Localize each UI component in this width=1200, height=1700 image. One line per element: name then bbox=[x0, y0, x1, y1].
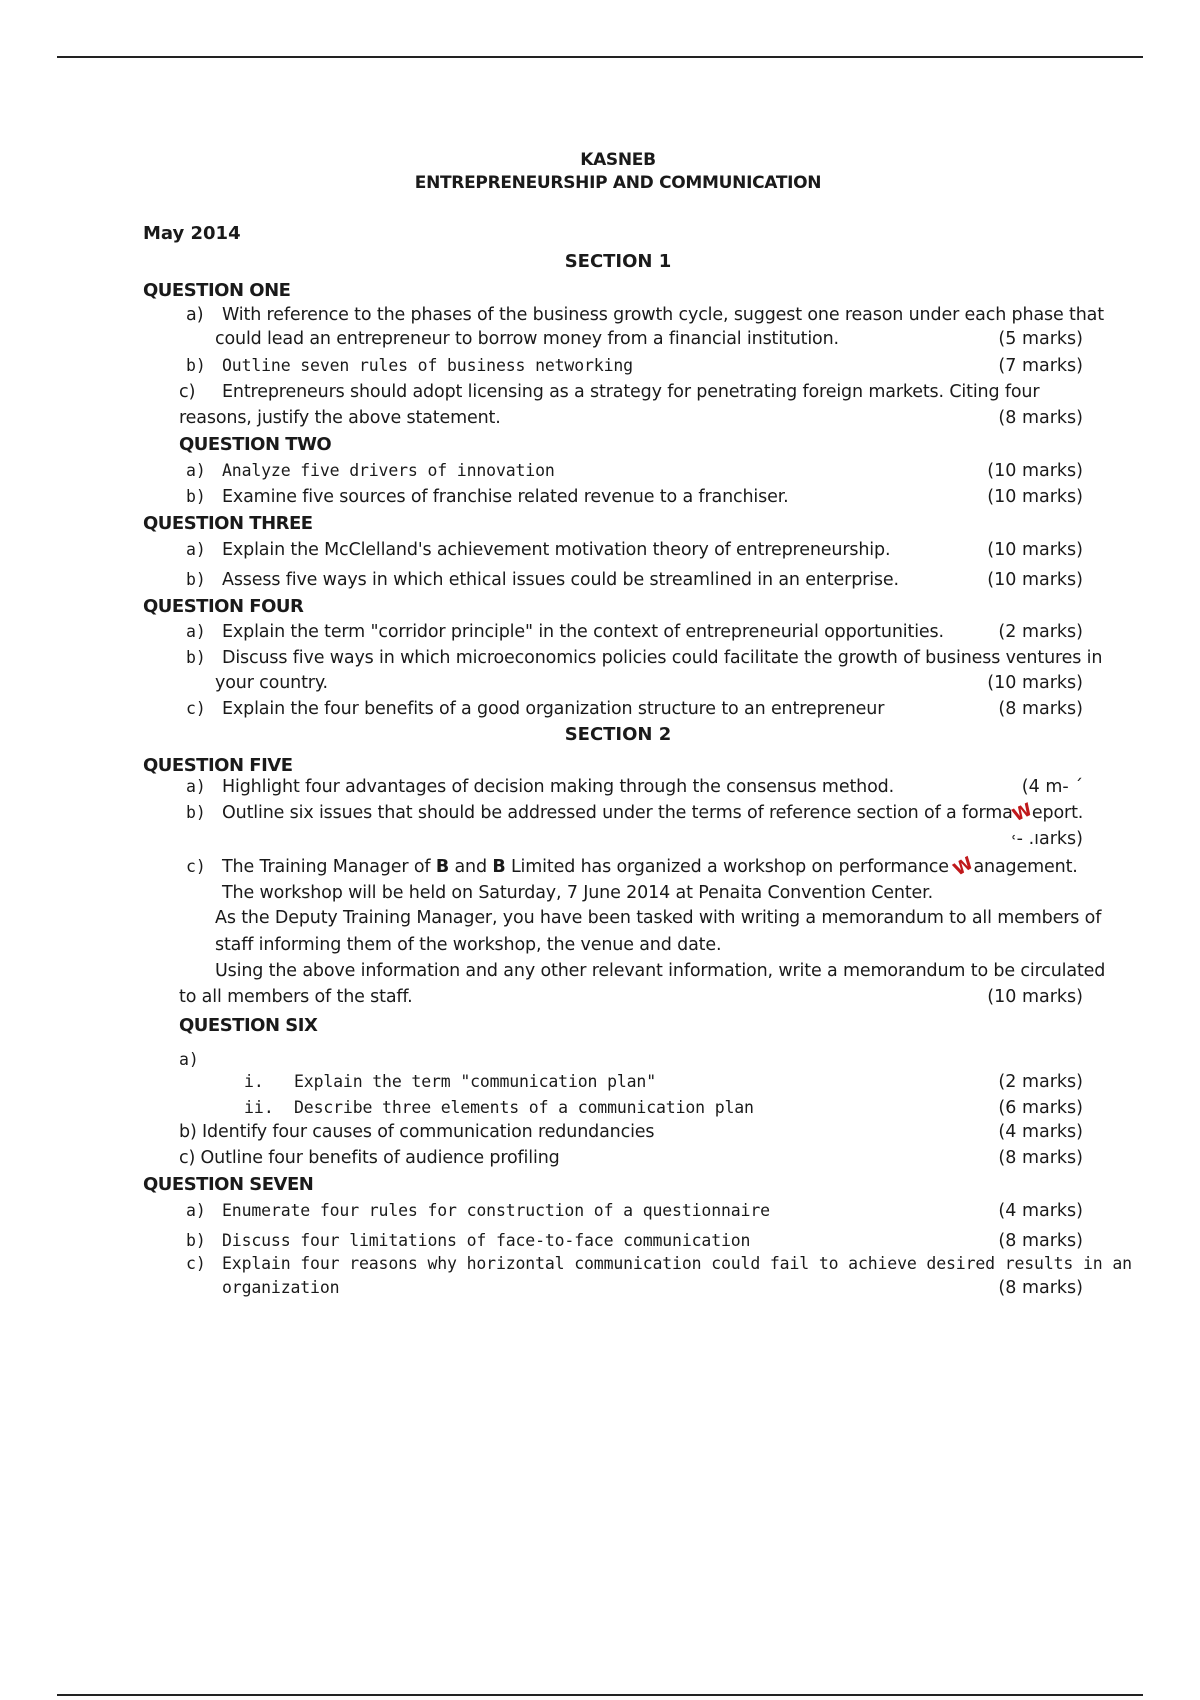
marks-label: (10 marks) bbox=[987, 570, 1083, 590]
exam-subject: ENTREPRENEURSHIP AND COMMUNICATION bbox=[414, 173, 822, 193]
question-text: reasons, justify the above statement. bbox=[179, 408, 501, 428]
question-text: Assess five ways in which ethical issues could be streamlined in an enterprise. bbox=[222, 570, 899, 590]
question-text: Explain the term "communication plan" bbox=[294, 1072, 657, 1091]
marks-label: (10 marks) bbox=[987, 987, 1083, 1007]
question-heading: QUESTION FOUR bbox=[143, 596, 304, 617]
item-label: b) bbox=[186, 487, 206, 506]
question-text: Explain four reasons why horizontal communication could fail to achieve desired results in an bbox=[222, 1254, 1132, 1273]
top-rule bbox=[57, 56, 1143, 58]
item-label: a) bbox=[186, 622, 206, 641]
marks-label: (2 marks) bbox=[998, 1072, 1083, 1092]
item-label: b) bbox=[186, 356, 206, 375]
marks-label: (10 marks) bbox=[987, 673, 1083, 693]
item-label: c) bbox=[186, 699, 206, 718]
marks-label: (10 marks) bbox=[987, 487, 1083, 507]
item-label: c) bbox=[186, 857, 206, 876]
marks-label: (8 marks) bbox=[998, 1231, 1083, 1251]
question-text: With reference to the phases of the business growth cycle, suggest one reason under each phase that bbox=[222, 305, 1104, 325]
question-text-part: Outline six issues that should be addressed under the terms of reference section of a forma bbox=[222, 803, 1013, 823]
question-text: Enumerate four rules for construction of a questionnaire bbox=[222, 1201, 770, 1220]
question-text: b) Identify four causes of communication redundancies bbox=[179, 1122, 655, 1142]
question-heading: QUESTION ONE bbox=[143, 280, 291, 301]
item-label: a) bbox=[186, 777, 206, 796]
item-label: c) bbox=[186, 1254, 206, 1273]
question-text: Explain the term "corridor principle" in the context of entrepreneurial opportunities. bbox=[222, 622, 944, 642]
marks-label: (5 marks) bbox=[998, 329, 1083, 349]
marks-label: (6 marks) bbox=[998, 1098, 1083, 1118]
question-text: Examine five sources of franchise related revenue to a franchiser. bbox=[222, 487, 789, 507]
section-heading: SECTION 1 bbox=[564, 251, 672, 272]
question-text: Analyze five drivers of innovation bbox=[222, 461, 555, 480]
question-text: Explain the four benefits of a good organization structure to an entrepreneur bbox=[222, 699, 885, 719]
question-text: your country. bbox=[215, 673, 328, 693]
text-part: The Training Manager of bbox=[222, 857, 436, 877]
exam-body: KASNEB bbox=[580, 150, 656, 170]
question-text: Describe three elements of a communication plan bbox=[294, 1098, 754, 1117]
item-label: a) bbox=[186, 1201, 206, 1220]
company-initial: B bbox=[435, 857, 450, 877]
marks-label: (2 marks) bbox=[998, 622, 1083, 642]
item-label: b) bbox=[186, 570, 206, 589]
item-label: a) bbox=[186, 540, 206, 559]
question-text: Entrepreneurs should adopt licensing as a strategy for penetrating foreign markets. Citing four bbox=[222, 382, 1040, 402]
marks-label: (7 marks) bbox=[998, 356, 1083, 376]
marks-label: (4 marks) bbox=[998, 1201, 1083, 1221]
question-text: Using the above information and any other relevant information, write a memorandum to be circulated bbox=[215, 961, 1106, 981]
question-heading: QUESTION THREE bbox=[143, 513, 313, 534]
item-label: b) bbox=[186, 803, 206, 822]
text-part: anagement. bbox=[973, 857, 1078, 877]
question-text-part: eport. bbox=[1031, 803, 1084, 823]
question-text: staff informing them of the workshop, the venue and date. bbox=[215, 935, 722, 955]
question-heading: QUESTION SIX bbox=[179, 1015, 318, 1036]
question-text: Discuss four limitations of face-to-face communication bbox=[222, 1231, 751, 1250]
item-label: i. bbox=[244, 1072, 264, 1091]
question-text: Outline seven rules of business networking bbox=[222, 356, 633, 375]
question-heading: QUESTION FIVE bbox=[143, 755, 293, 776]
company-initial: B bbox=[492, 857, 506, 877]
question-text: As the Deputy Training Manager, you have been tasked with writing a memorandum to all members of bbox=[215, 908, 1102, 928]
question-text: c) Outline four benefits of audience profiling bbox=[179, 1148, 560, 1168]
question-text: could lead an entrepreneur to borrow money from a financial institution. bbox=[215, 329, 839, 349]
text-part: and bbox=[449, 857, 493, 877]
marks-label: (10 marks) bbox=[987, 540, 1083, 560]
section-heading: SECTION 2 bbox=[564, 724, 672, 745]
question-text: organization bbox=[222, 1278, 340, 1297]
watermark-glyph: W bbox=[1009, 799, 1036, 827]
marks-label: ˓‐ .ıarks) bbox=[1011, 829, 1083, 849]
question-text: The workshop will be held on Saturday, 7 June 2014 at Penaita Convention Center. bbox=[222, 883, 933, 903]
question-text bbox=[222, 853, 1078, 881]
marks-label: (8 marks) bbox=[998, 699, 1083, 719]
exam-date: May 2014 bbox=[143, 223, 241, 244]
watermark-glyph: W bbox=[950, 853, 978, 881]
question-text: Explain the McClelland's achievement motivation theory of entrepreneurship. bbox=[222, 540, 891, 560]
item-label: a) bbox=[186, 305, 204, 325]
marks-label: (8 marks) bbox=[998, 1278, 1083, 1298]
item-label: b) bbox=[186, 1231, 206, 1250]
marks-label: (8 marks) bbox=[998, 408, 1083, 428]
marks-label: (4 marks) bbox=[998, 1122, 1083, 1142]
question-heading: QUESTION SEVEN bbox=[143, 1174, 314, 1195]
question-heading: QUESTION TWO bbox=[179, 434, 332, 455]
question-text: Highlight four advantages of decision making through the consensus method. bbox=[222, 777, 895, 797]
question-text: Discuss five ways in which microeconomics policies could facilitate the growth of business ventures in bbox=[222, 648, 1103, 668]
question-text bbox=[222, 799, 1084, 827]
marks-label: (10 marks) bbox=[987, 461, 1083, 481]
item-label: b) bbox=[186, 648, 206, 667]
marks-label: (4 m‐ ´ bbox=[1021, 777, 1083, 797]
marks-label: (8 marks) bbox=[998, 1148, 1083, 1168]
item-label: ii. bbox=[244, 1098, 274, 1117]
item-label: c) bbox=[179, 382, 196, 402]
item-label: a) bbox=[186, 461, 206, 480]
text-part: Limited has organized a workshop on performance bbox=[505, 857, 955, 877]
bottom-rule bbox=[57, 1694, 1143, 1696]
question-text: to all members of the staff. bbox=[179, 987, 413, 1007]
item-label: a) bbox=[179, 1050, 199, 1069]
